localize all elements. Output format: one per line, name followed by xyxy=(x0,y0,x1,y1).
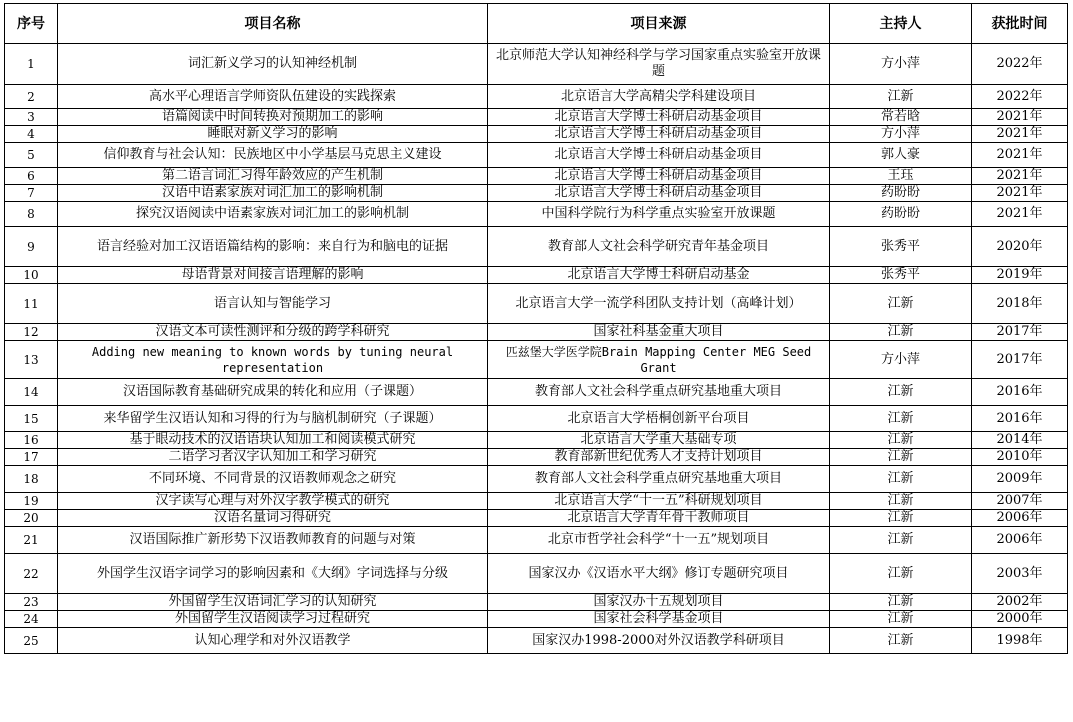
cell-project-source: 国家社会科学基金项目 xyxy=(488,611,830,628)
cell-host: 江新 xyxy=(830,510,972,527)
table-row xyxy=(5,324,1068,341)
cell-project-name: 语言经验对加工汉语语篇结构的影响：来自行为和脑电的证据 xyxy=(58,227,488,267)
table-row xyxy=(5,510,1068,527)
cell-project-name: Adding new meaning to known words by tuning neural representation xyxy=(58,341,488,379)
cell-index: 11 xyxy=(5,284,58,324)
cell-approval-date: 2022年 xyxy=(972,85,1068,109)
cell-index: 15 xyxy=(5,406,58,432)
cell-index: 13 xyxy=(5,341,58,379)
header-row xyxy=(5,4,1068,44)
cell-project-source: 北京语言大学梧桐创新平台项目 xyxy=(488,406,830,432)
cell-host: 王珏 xyxy=(830,168,972,185)
cell-index: 20 xyxy=(5,510,58,527)
cell-host: 张秀平 xyxy=(830,227,972,267)
cell-host: 江新 xyxy=(830,594,972,611)
cell-project-name: 汉语中语素家族对词汇加工的影响机制 xyxy=(58,185,488,202)
header-approval-date: 获批时间 xyxy=(972,4,1068,44)
cell-project-name: 汉语文本可读性测评和分级的跨学科研究 xyxy=(58,324,488,341)
cell-project-source: 北京语言大学博士科研启动基金项目 xyxy=(488,126,830,143)
cell-project-source: 北京市哲学社会科学“十一五”规划项目 xyxy=(488,527,830,554)
cell-host: 江新 xyxy=(830,611,972,628)
cell-host: 江新 xyxy=(830,466,972,493)
table-row xyxy=(5,126,1068,143)
cell-index: 3 xyxy=(5,109,58,126)
cell-host: 方小萍 xyxy=(830,44,972,85)
table-row xyxy=(5,109,1068,126)
cell-project-source: 北京语言大学博士科研启动基金项目 xyxy=(488,185,830,202)
cell-project-source: 国家汉办《汉语水平大纲》修订专题研究项目 xyxy=(488,554,830,594)
cell-project-source: 北京语言大学博士科研启动基金 xyxy=(488,267,830,284)
table-row xyxy=(5,611,1068,628)
cell-host: 常若晗 xyxy=(830,109,972,126)
cell-project-name: 词汇新义学习的认知神经机制 xyxy=(58,44,488,85)
cell-project-source: 北京语言大学高精尖学科建设项目 xyxy=(488,85,830,109)
cell-index: 1 xyxy=(5,44,58,85)
cell-project-source: 国家社科基金重大项目 xyxy=(488,324,830,341)
cell-project-name: 汉语名量词习得研究 xyxy=(58,510,488,527)
cell-project-name: 汉语国际教育基础研究成果的转化和应用（子课题） xyxy=(58,379,488,406)
cell-approval-date: 2006年 xyxy=(972,527,1068,554)
cell-host: 江新 xyxy=(830,527,972,554)
cell-host: 江新 xyxy=(830,406,972,432)
table-row xyxy=(5,493,1068,510)
cell-index: 9 xyxy=(5,227,58,267)
cell-project-source: 教育部人文社会科学研究青年基金项目 xyxy=(488,227,830,267)
cell-project-source: 北京语言大学博士科研启动基金项目 xyxy=(488,143,830,168)
cell-host: 江新 xyxy=(830,628,972,654)
table-row xyxy=(5,406,1068,432)
header-project-name: 项目名称 xyxy=(58,4,488,44)
cell-index: 22 xyxy=(5,554,58,594)
cell-index: 24 xyxy=(5,611,58,628)
cell-approval-date: 2002年 xyxy=(972,594,1068,611)
cell-host: 方小萍 xyxy=(830,126,972,143)
cell-index: 16 xyxy=(5,432,58,449)
cell-project-name: 二语学习者汉字认知加工和学习研究 xyxy=(58,449,488,466)
cell-approval-date: 2021年 xyxy=(972,202,1068,227)
cell-approval-date: 2003年 xyxy=(972,554,1068,594)
cell-index: 10 xyxy=(5,267,58,284)
cell-host: 江新 xyxy=(830,324,972,341)
cell-project-source: 北京语言大学“十一五”科研规划项目 xyxy=(488,493,830,510)
cell-approval-date: 2006年 xyxy=(972,510,1068,527)
cell-project-name: 不同环境、不同背景的汉语教师观念之研究 xyxy=(58,466,488,493)
project-table xyxy=(4,3,1068,654)
cell-index: 25 xyxy=(5,628,58,654)
cell-approval-date: 2021年 xyxy=(972,185,1068,202)
cell-index: 18 xyxy=(5,466,58,493)
cell-project-source: 中国科学院行为科学重点实验室开放课题 xyxy=(488,202,830,227)
table-row xyxy=(5,379,1068,406)
cell-approval-date: 2021年 xyxy=(972,109,1068,126)
cell-approval-date: 2010年 xyxy=(972,449,1068,466)
cell-approval-date: 2000年 xyxy=(972,611,1068,628)
cell-project-source: 匹兹堡大学医学院Brain Mapping Center MEG Seed Grant xyxy=(488,341,830,379)
cell-project-source: 国家汉办十五规划项目 xyxy=(488,594,830,611)
table-row xyxy=(5,168,1068,185)
cell-project-source: 教育部人文社会科学重点研究基地重大项目 xyxy=(488,379,830,406)
cell-approval-date: 1998年 xyxy=(972,628,1068,654)
cell-project-source: 教育部人文社会科学重点研究基地重大项目 xyxy=(488,466,830,493)
cell-host: 江新 xyxy=(830,554,972,594)
cell-project-name: 汉字读写心理与对外汉字教学模式的研究 xyxy=(58,493,488,510)
header-project-source: 项目来源 xyxy=(488,4,830,44)
table-row xyxy=(5,554,1068,594)
table-row xyxy=(5,185,1068,202)
cell-approval-date: 2007年 xyxy=(972,493,1068,510)
cell-approval-date: 2014年 xyxy=(972,432,1068,449)
cell-project-source: 教育部新世纪优秀人才支持计划项目 xyxy=(488,449,830,466)
cell-host: 方小萍 xyxy=(830,341,972,379)
cell-index: 21 xyxy=(5,527,58,554)
cell-host: 江新 xyxy=(830,432,972,449)
cell-approval-date: 2021年 xyxy=(972,126,1068,143)
cell-index: 4 xyxy=(5,126,58,143)
cell-project-name: 来华留学生汉语认知和习得的行为与脑机制研究（子课题） xyxy=(58,406,488,432)
cell-index: 12 xyxy=(5,324,58,341)
cell-approval-date: 2018年 xyxy=(972,284,1068,324)
cell-host: 药盼盼 xyxy=(830,185,972,202)
table-row xyxy=(5,227,1068,267)
table-row xyxy=(5,202,1068,227)
cell-project-name: 睡眠对新义学习的影响 xyxy=(58,126,488,143)
cell-host: 药盼盼 xyxy=(830,202,972,227)
table-row xyxy=(5,284,1068,324)
cell-host: 江新 xyxy=(830,449,972,466)
cell-project-name: 信仰教育与社会认知：民族地区中小学基层马克思主义建设 xyxy=(58,143,488,168)
cell-project-source: 北京师范大学认知神经科学与学习国家重点实验室开放课题 xyxy=(488,44,830,85)
cell-host: 江新 xyxy=(830,379,972,406)
cell-index: 2 xyxy=(5,85,58,109)
cell-index: 17 xyxy=(5,449,58,466)
cell-project-source: 北京语言大学一流学科团队支持计划（高峰计划） xyxy=(488,284,830,324)
cell-index: 6 xyxy=(5,168,58,185)
cell-project-name: 高水平心理语言学师资队伍建设的实践探索 xyxy=(58,85,488,109)
cell-project-source: 北京语言大学博士科研启动基金项目 xyxy=(488,109,830,126)
cell-host: 江新 xyxy=(830,284,972,324)
cell-project-source: 北京语言大学重大基础专项 xyxy=(488,432,830,449)
cell-host: 张秀平 xyxy=(830,267,972,284)
table-row xyxy=(5,527,1068,554)
cell-approval-date: 2022年 xyxy=(972,44,1068,85)
table-row xyxy=(5,44,1068,85)
table-row xyxy=(5,432,1068,449)
table-row xyxy=(5,341,1068,379)
cell-approval-date: 2017年 xyxy=(972,341,1068,379)
cell-project-name: 基于眼动技术的汉语语块认知加工和阅读模式研究 xyxy=(58,432,488,449)
cell-project-source: 国家汉办1998-2000对外汉语教学科研项目 xyxy=(488,628,830,654)
cell-index: 5 xyxy=(5,143,58,168)
cell-project-name: 外国留学生汉语词汇学习的认知研究 xyxy=(58,594,488,611)
cell-approval-date: 2021年 xyxy=(972,168,1068,185)
cell-project-name: 认知心理学和对外汉语教学 xyxy=(58,628,488,654)
cell-project-source: 北京语言大学青年骨干教师项目 xyxy=(488,510,830,527)
cell-approval-date: 2016年 xyxy=(972,406,1068,432)
cell-host: 江新 xyxy=(830,493,972,510)
table-row xyxy=(5,449,1068,466)
cell-project-name: 探究汉语阅读中语素家族对词汇加工的影响机制 xyxy=(58,202,488,227)
cell-approval-date: 2009年 xyxy=(972,466,1068,493)
table-row xyxy=(5,85,1068,109)
header-index: 序号 xyxy=(5,4,58,44)
cell-approval-date: 2019年 xyxy=(972,267,1068,284)
cell-project-name: 语篇阅读中时间转换对预期加工的影响 xyxy=(58,109,488,126)
header-host: 主持人 xyxy=(830,4,972,44)
table-row xyxy=(5,143,1068,168)
cell-approval-date: 2021年 xyxy=(972,143,1068,168)
cell-approval-date: 2020年 xyxy=(972,227,1068,267)
cell-index: 14 xyxy=(5,379,58,406)
table-row xyxy=(5,466,1068,493)
cell-host: 郭人豪 xyxy=(830,143,972,168)
cell-project-name: 语言认知与智能学习 xyxy=(58,284,488,324)
cell-project-source: 北京语言大学博士科研启动基金项目 xyxy=(488,168,830,185)
cell-index: 23 xyxy=(5,594,58,611)
table-row xyxy=(5,267,1068,284)
cell-approval-date: 2017年 xyxy=(972,324,1068,341)
cell-host: 江新 xyxy=(830,85,972,109)
cell-project-name: 外国留学生汉语阅读学习过程研究 xyxy=(58,611,488,628)
cell-project-name: 母语背景对间接言语理解的影响 xyxy=(58,267,488,284)
cell-project-name: 外国学生汉语字词学习的影响因素和《大纲》字词选择与分级 xyxy=(58,554,488,594)
cell-index: 8 xyxy=(5,202,58,227)
cell-index: 19 xyxy=(5,493,58,510)
table-row xyxy=(5,628,1068,654)
cell-index: 7 xyxy=(5,185,58,202)
cell-project-name: 第二语言词汇习得年龄效应的产生机制 xyxy=(58,168,488,185)
table-row xyxy=(5,594,1068,611)
cell-approval-date: 2016年 xyxy=(972,379,1068,406)
cell-project-name: 汉语国际推广新形势下汉语教师教育的问题与对策 xyxy=(58,527,488,554)
